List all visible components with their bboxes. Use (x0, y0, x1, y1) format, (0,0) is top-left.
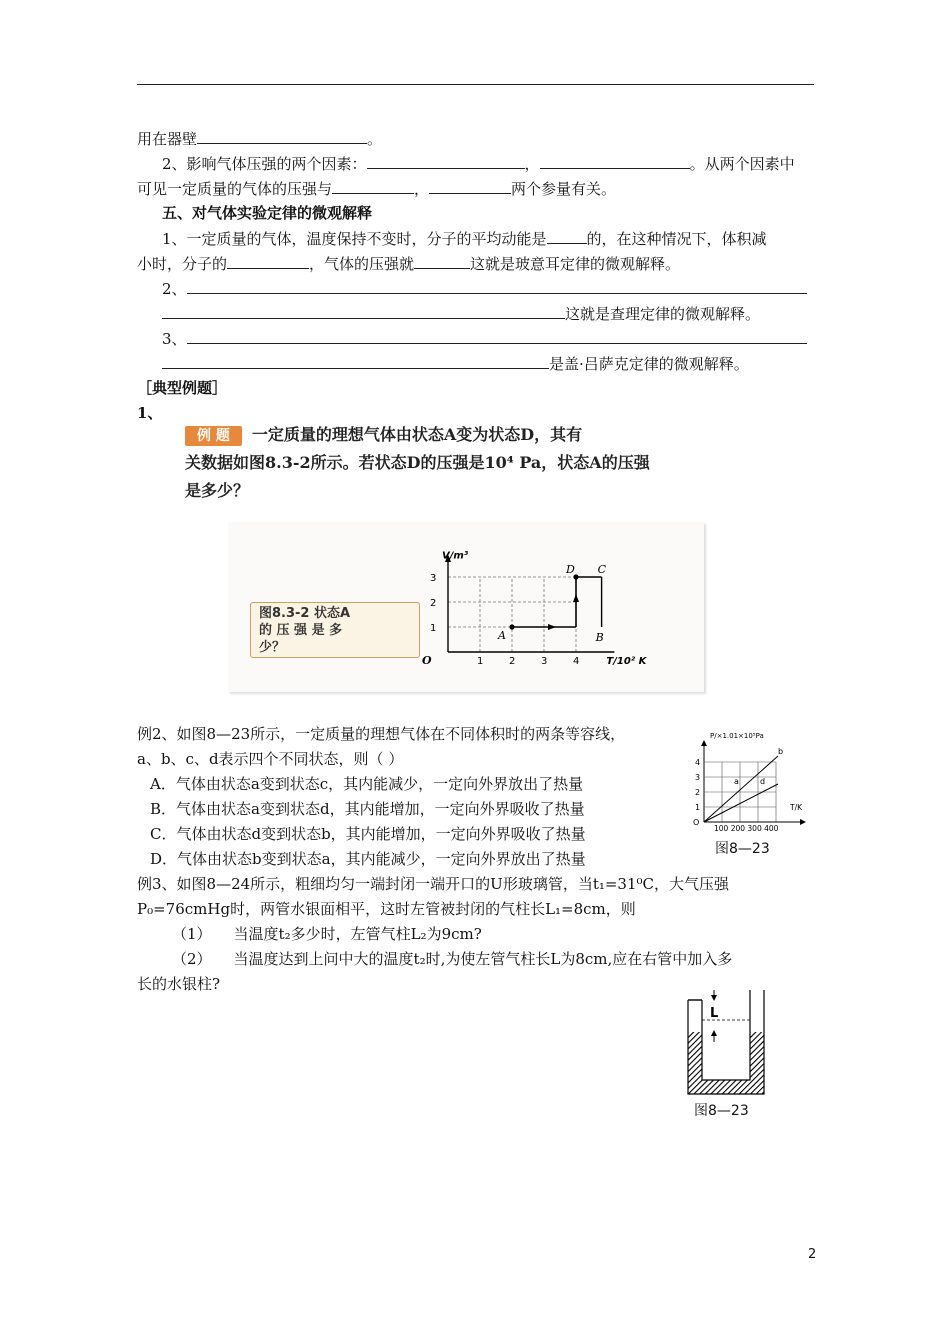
section5-item2-line1 (162, 278, 807, 299)
x-tick-label: 1 (477, 656, 484, 667)
fill-blank (332, 178, 414, 194)
caption-line: 的 压 强 是 多 (259, 623, 343, 638)
page-number: 2 (808, 1247, 817, 1262)
example-tag: 例 题 (185, 426, 242, 446)
example3-line-2: P₀=76cmHg时，两管水银面相平，这时左管被封闭的气柱长L₁=8cm，则 (137, 900, 636, 918)
example1-text-1: 一定质量的理想气体由状态A变为状态D，其有 (251, 425, 583, 444)
section5-item1-line1 (162, 228, 767, 249)
question-number: （2） (172, 950, 212, 968)
caption-line: 少？ (259, 640, 286, 655)
isochore-line-1 (704, 756, 778, 822)
intro-text: 。从两个因素中 (689, 155, 795, 173)
u-tube-diagram (684, 990, 774, 1098)
example3-line-1: 例3、如图8—24所示，粗细均匀一端封闭一端开口的U形玻璃管，当t₁=31⁰C，大气压强 (137, 875, 730, 893)
arrow-down-head (711, 995, 717, 1001)
pt-ytick: 3 (695, 773, 701, 782)
section5-item3-line2 (162, 353, 749, 374)
pt-x-arrow (800, 819, 806, 825)
fill-blank (227, 253, 309, 269)
pt-origin: O (693, 818, 700, 827)
question-number: （1） (172, 925, 212, 943)
question-text: 当温度达到上问中大的温度t₂时,为使左管气柱长L为8cm,应在右管中加入多 (233, 950, 733, 968)
fill-blank (540, 153, 690, 169)
path-arrow-B-C (573, 594, 579, 602)
pt-ytick: 4 (695, 758, 701, 767)
examples-heading: ［典型例题］ (137, 379, 228, 397)
pt-diagram (690, 726, 820, 836)
section5-item1-line2 (137, 253, 680, 274)
isochore-line-2 (704, 784, 778, 822)
item-text: 这就是玻意耳定律的微观解释。 (470, 255, 681, 273)
example3-figure (684, 990, 774, 1120)
example1-figure-panel (228, 522, 704, 692)
item-text: ，气体的压强就 (309, 255, 415, 273)
item-text: 1、一定质量的气体，温度保持不变时，分子的平均动能是 (162, 230, 547, 248)
example1-number: 1、 (137, 404, 163, 422)
example2-line-1: 例2、如图8—23所示，一定质量的理想气体在不同体积时的两条等容线， (137, 725, 626, 743)
origin-label: O (422, 654, 432, 667)
example3-question-2-cont: 长的水银柱? (137, 975, 221, 993)
tube-inner-wall (702, 990, 750, 1080)
x-axis-label: T/10² K (606, 656, 647, 667)
header-rule (137, 84, 814, 85)
vt-chart (418, 542, 678, 672)
length-label: L (710, 1006, 719, 1021)
section-heading: 五、对气体实验定律的微观解释 (162, 204, 373, 222)
x-tick-label: 4 (573, 656, 580, 667)
item-number: 2、 (162, 280, 187, 298)
example2-option-c: C．气体由状态d变到状态b，其内能增加，一定向外界吸收了热量 (150, 825, 586, 843)
example2-option-d: D．气体由状态b变到状态a，其内能减少，一定向外界放出了热量 (150, 850, 586, 868)
example1-text-block (185, 421, 765, 505)
item-text: 的，在这种情况下，体积减 (586, 230, 767, 248)
y-tick-label: 3 (430, 573, 437, 584)
fill-blank (429, 178, 511, 194)
example2-option-a: A．气体由状态a变到状态c，其内能减少，一定向外界放出了热量 (150, 775, 584, 793)
y-tick-label: 2 (430, 598, 437, 609)
question-text: 当温度t₂多少时，左管气柱L₂为9cm? (233, 925, 482, 943)
example3-question-1 (172, 924, 482, 944)
path-arrow-A-B (548, 624, 556, 630)
fill-blank (162, 303, 565, 319)
point-label-A: A (498, 629, 506, 642)
arrow-up-head (711, 1030, 717, 1036)
section5-item2-line2 (162, 303, 760, 324)
item-text: 这就是查理定律的微观解释。 (565, 305, 761, 323)
x-tick-label: 3 (541, 656, 548, 667)
fill-blank (547, 228, 587, 244)
fill-blank (187, 278, 807, 294)
pt-ylabel: P/×1.01×10⁵Pa (710, 732, 764, 740)
section5-item3-line1 (162, 328, 807, 349)
intro-text: 两个参量有关。 (511, 180, 617, 198)
y-tick-label: 1 (430, 623, 437, 634)
example3-fig-caption: 图8—23 (694, 1103, 749, 1119)
mercury-column (688, 1032, 764, 1094)
intro-text: 2、影响气体压强的两个因素： (162, 155, 367, 173)
intro-text: 可见一定质量的气体的压强与 (137, 180, 333, 198)
point-label-b: b (778, 747, 784, 756)
point-label-D: D (566, 563, 575, 576)
x-tick-label: 2 (509, 656, 516, 667)
pt-xticks: 100 200 300 400 (714, 824, 779, 833)
fill-blank (197, 128, 367, 144)
fill-blank (162, 353, 549, 369)
example1-text-3: 是多少？ (185, 481, 250, 500)
item-text: 是盖·吕萨克定律的微观解释。 (549, 355, 749, 373)
intro-text: 。 (367, 130, 383, 148)
point-A (509, 624, 514, 629)
example2-option-b: B．气体由状态a变到状态d，其内能增加，一定向外界吸收了热量 (150, 800, 585, 818)
pt-ytick: 2 (695, 788, 701, 797)
example2-line-2: a、b、c、d表示四个不同状态，则（ ） (137, 750, 404, 768)
point-label-C: C (597, 563, 607, 576)
intro-text: 用在器壁 (137, 130, 198, 148)
fill-blank (367, 153, 525, 169)
intro-line-3 (137, 178, 616, 199)
point-label-d: d (760, 777, 766, 786)
caption-line: 图8.3-2 状态A (259, 606, 351, 621)
example3-question-2 (172, 949, 732, 969)
pt-ytick: 1 (695, 803, 701, 812)
pt-xlabel: T/K (790, 803, 803, 812)
item-text: 小时，分子的 (137, 255, 228, 273)
intro-text: ， (414, 180, 430, 198)
intro-line-1 (137, 128, 382, 149)
example1-text-2: 关数据如图8.3-2所示。若状态D的压强是10⁴ Pa，状态A的压强 (185, 453, 650, 472)
figure-caption-box (250, 602, 420, 658)
example2-fig-caption: 图8—23 (715, 841, 770, 857)
fill-blank (187, 328, 807, 344)
y-axis-label: V/m³ (442, 550, 469, 562)
intro-text: ， (524, 155, 540, 173)
fill-blank (414, 253, 470, 269)
example2-figure (690, 726, 820, 858)
intro-line-2 (162, 153, 795, 174)
point-label-a: a (734, 777, 739, 786)
pt-y-arrow (701, 740, 707, 746)
point-label-B: B (595, 631, 604, 644)
item-number: 3、 (162, 330, 187, 348)
